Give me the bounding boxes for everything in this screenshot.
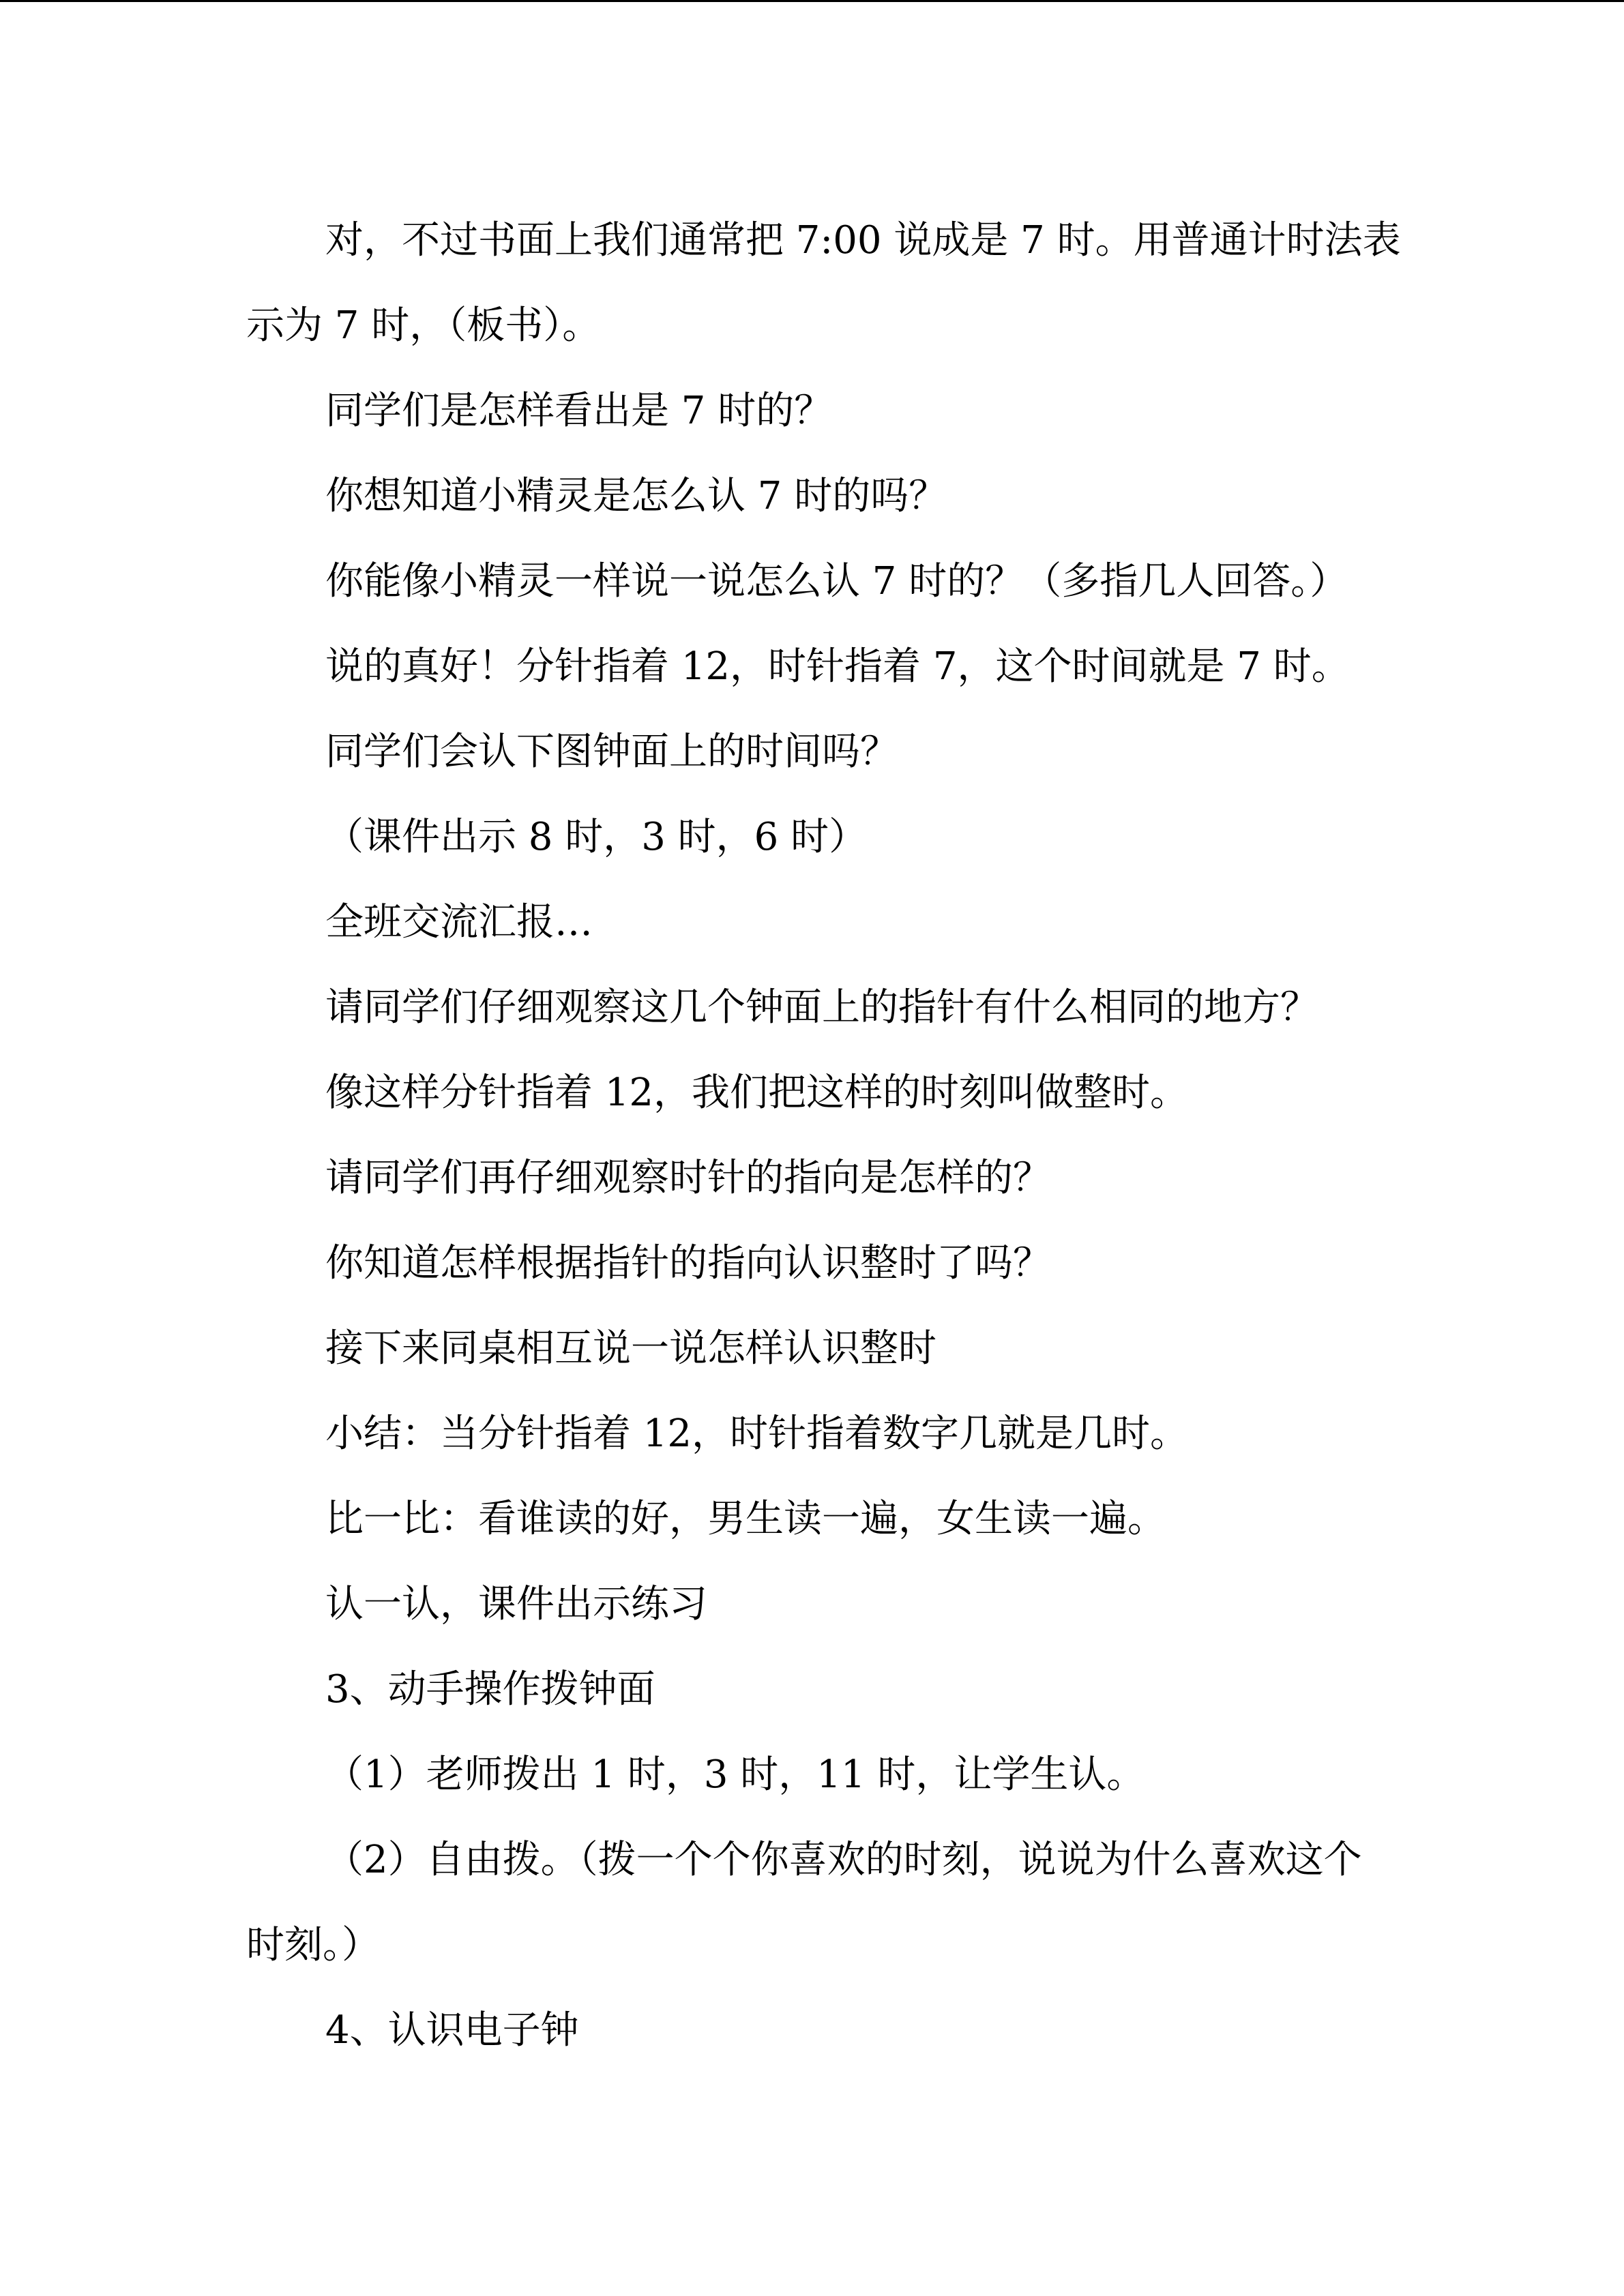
paragraph-line: 同学们是怎样看出是 7 时的？ bbox=[325, 389, 833, 433]
section-heading: 4、认识电子钟 bbox=[325, 2008, 579, 2053]
paragraph-line-continuation: 示为 7 时，（板书）。 bbox=[246, 303, 601, 348]
paragraph-line: 你想知道小精灵是怎么认 7 时的吗？ bbox=[325, 474, 947, 518]
paragraph-line: 同学们会认下图钟面上的时间吗？ bbox=[325, 730, 898, 774]
paragraph-line: 比一比：看谁读的好，男生读一遍，女生读一遍。 bbox=[325, 1497, 1166, 1541]
paragraph-line: 接下来同桌相互说一说怎样认识整时 bbox=[325, 1326, 936, 1371]
paragraph-line: 你知道怎样根据指针的指向认识整时了吗？ bbox=[325, 1241, 1051, 1285]
paragraph-line: （课件出示 8 时，3 时，6 时） bbox=[325, 815, 868, 859]
paragraph-line: 说的真好！分针指着 12，时针指着 7，这个时间就是 7 时。 bbox=[325, 644, 1350, 689]
paragraph-line: （1）老师拨出 1 时，3 时，11 时，让学生认。 bbox=[325, 1753, 1145, 1797]
document-body bbox=[246, 198, 1406, 2073]
paragraph-line: 你能像小精灵一样说一说怎么认 7 时的？（多指几人回答。） bbox=[325, 559, 1348, 603]
paragraph-line: 请同学们仔细观察这几个钟面上的指针有什么相同的地方？ bbox=[325, 985, 1318, 1030]
paragraph-line: 全班交流汇报… bbox=[325, 900, 593, 944]
paragraph-line: （2）自由拨。（拨一个个你喜欢的时刻，说说为什么喜欢这个 bbox=[325, 1838, 1362, 1882]
paragraph-line: 请同学们再仔细观察时针的指向是怎样的？ bbox=[325, 1156, 1051, 1200]
paragraph-line: 小结：当分针指着 12，时针指着数字几就是几时。 bbox=[325, 1412, 1189, 1456]
paragraph-line: 对，不过书面上我们通常把 7:00 说成是 7 时。用普通计时法表 bbox=[325, 218, 1401, 263]
paragraph-line: 认一认，课件出示练习 bbox=[325, 1582, 707, 1626]
paragraph-line: 像这样分针指着 12，我们把这样的时刻叫做整时。 bbox=[325, 1071, 1189, 1115]
section-heading: 3、动手操作拨钟面 bbox=[325, 1667, 655, 1712]
paragraph-line-continuation: 时刻。） bbox=[246, 1923, 380, 1967]
